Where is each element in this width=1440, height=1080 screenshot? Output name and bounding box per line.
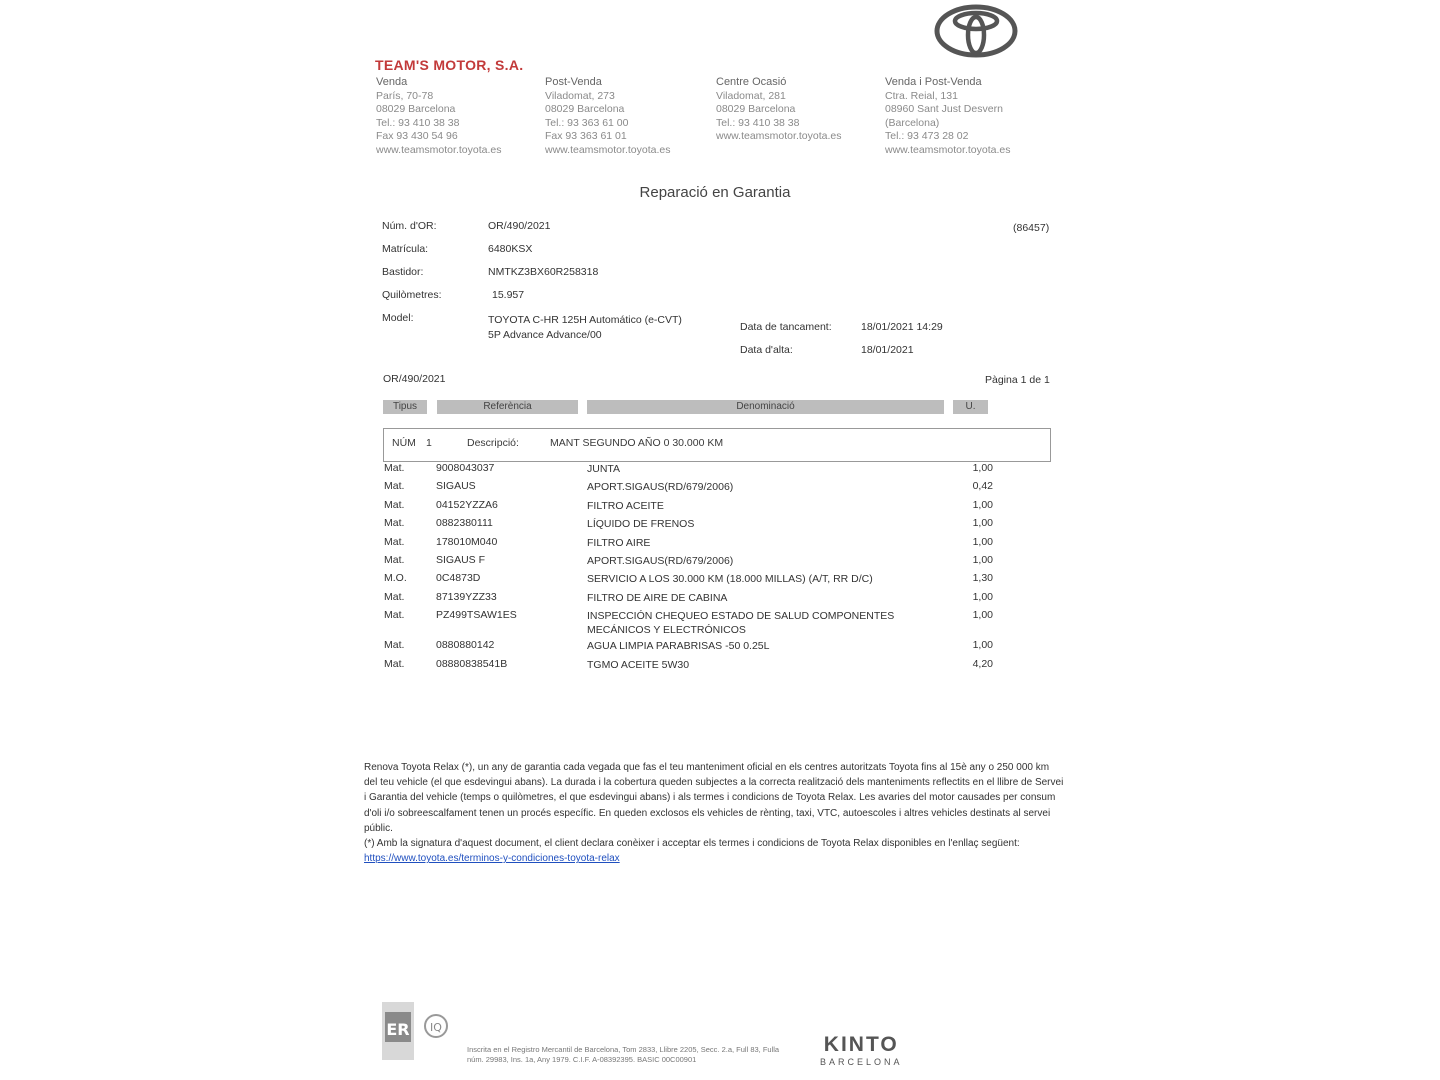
branch-post-venda xyxy=(545,76,670,158)
field-value: 6480KSX xyxy=(488,243,533,255)
cell-u: 1,00 xyxy=(972,535,993,548)
table-row xyxy=(383,499,1053,517)
field-value: TOYOTA C-HR 125H Automático (e-CVT) 5P Advance Advance/00 xyxy=(488,314,682,341)
kinto-wordmark: KINTO xyxy=(823,1033,899,1056)
cell-ref: 0C4873D xyxy=(436,572,481,585)
branch-line: Tel.: 93 410 38 38 xyxy=(716,116,800,129)
cell-type: Mat. xyxy=(384,535,405,548)
field-label: Model: xyxy=(382,312,414,324)
cell-u: 1,00 xyxy=(972,553,993,566)
cell-ref: 08880838541B xyxy=(436,657,508,670)
table-row xyxy=(383,554,1053,572)
cell-ref: 178010M040 xyxy=(436,535,498,548)
cell-den: INSPECCIÓN CHEQUEO ESTADO DE SALUD COMPONENTES MECÁNICOS Y ELECTRÓNICOS xyxy=(587,610,895,637)
or-number: OR/490/2021 xyxy=(383,373,446,385)
desc-value: MANT SEGUNDO AÑO 0 30.000 KM xyxy=(550,437,724,449)
branch-line: www.teamsmotor.toyota.es xyxy=(545,143,671,156)
branch-line: 08960 Sant Just Desvern xyxy=(885,103,1003,116)
certification-er-icon xyxy=(382,1002,414,1060)
branch-line: Viladomat, 273 xyxy=(545,89,615,102)
field-label: Bastidor: xyxy=(382,266,424,278)
cell-type: M.O. xyxy=(384,572,407,585)
cell-ref: SIGAUS F xyxy=(436,553,486,566)
table-row xyxy=(383,639,1053,657)
num-description-box xyxy=(383,428,1051,462)
company-name: TEAM'S MOTOR, S.A. xyxy=(375,57,524,73)
table-row xyxy=(383,517,1053,535)
branch-line: 08029 Barcelona xyxy=(376,103,456,116)
cell-type: Mat. xyxy=(384,480,405,493)
branch-venda-post-venda xyxy=(885,76,1010,158)
cell-u: 1,00 xyxy=(972,517,993,530)
cell-type: Mat. xyxy=(384,590,405,603)
branch-line: Tel.: 93 410 38 38 xyxy=(376,116,460,129)
field-label: Quilòmetres: xyxy=(382,289,442,301)
cell-ref: 9008043037 xyxy=(436,462,495,474)
toyota-logo xyxy=(934,4,1018,58)
num-value: 1 xyxy=(426,437,432,449)
registry-text: Inscrita en el Registro Mercantil de Barcelona, Tom 2833, Llibre 2205, Secc. 2.a, Full 83, Fulla núm. 29983, Ins. 1a, Any 1979. C.I.F. A-08392395. BASIC 00C00901 xyxy=(467,1045,780,1064)
branch-line: Ctra. Reial, 131 xyxy=(885,89,958,102)
certification-iq-icon xyxy=(421,1004,451,1058)
branch-line: 08029 Barcelona xyxy=(545,103,625,116)
num-label: NÚM xyxy=(392,437,416,449)
cell-ref: PZ499TSAW1ES xyxy=(436,609,517,622)
field-value: OR/490/2021 xyxy=(488,220,551,232)
cell-den: AGUA LIMPIA PARABRISAS -50 0.25L xyxy=(587,640,770,653)
page-label: Pàgina 1 de 1 xyxy=(985,374,1050,386)
reg-date-label: Data d'alta: xyxy=(740,344,793,356)
terms-paragraph: Renova Toyota Relax (*), un any de garantia cada vegada que fas el teu manteniment oficial en els centres autoritzats Toyota fins al 15è any o 250 000 km del teu vehicle (el que esdevingui abans). La durada i la cobertura queden subjectes a la correcta realització dels manteniments reflectits en el llibre de Servei i Garantia del vehicle (temps o quilòmetres, el que esdevingui abans) i als termes i condicions de Toyota Relax. Les avaries del motor causades per consum d'oli i/o sobreescalfament tenen un procés específic. En queden exclosos els vehicles de rènting, taxi, VTC, autoescoles i altres vehicles destinats al servei públic. xyxy=(364,762,1064,834)
cell-ref: SIGAUS xyxy=(436,480,476,493)
header-denominacio: Denominació xyxy=(587,400,944,414)
branch-line: www.teamsmotor.toyota.es xyxy=(376,143,502,156)
cell-type: Mat. xyxy=(384,498,405,511)
branch-venda xyxy=(376,76,501,158)
field-value: 15.957 xyxy=(492,289,525,301)
cell-u: 1,00 xyxy=(972,609,993,622)
field-label: Núm. d'OR: xyxy=(382,220,437,232)
reg-date: 18/01/2021 xyxy=(861,344,914,356)
field-value: NMTKZ3BX60R258318 xyxy=(488,266,599,278)
cell-den: TGMO ACEITE 5W30 xyxy=(587,658,690,671)
branch-title: Centre Ocasió xyxy=(716,76,787,88)
cell-den: JUNTA xyxy=(587,463,621,475)
cell-ref: 0880880142 xyxy=(436,639,495,652)
cell-u: 0,42 xyxy=(972,480,993,493)
branch-line: Tel.: 93 363 61 00 xyxy=(545,116,629,129)
cell-ref: 04152YZZA6 xyxy=(436,498,498,511)
terms-text xyxy=(364,760,1064,866)
cell-u: 1,00 xyxy=(972,498,993,511)
table-row xyxy=(383,572,1053,590)
branch-line: París, 70-78 xyxy=(376,89,434,102)
branch-line: Tel.: 93 473 28 02 xyxy=(885,130,969,143)
table-row xyxy=(383,480,1053,498)
branch-line: www.teamsmotor.toyota.es xyxy=(885,143,1011,156)
cell-u: 1,30 xyxy=(972,572,993,585)
document-title: Reparació en Garantia xyxy=(639,184,791,201)
table-row xyxy=(383,462,1053,480)
cell-den: LÍQUIDO DE FRENOS xyxy=(587,518,695,531)
table-row xyxy=(383,536,1053,554)
branch-centre-ocasio xyxy=(716,76,841,144)
cell-type: Mat. xyxy=(384,462,405,474)
cell-u: 1,00 xyxy=(972,639,993,652)
branch-title: Post-Venda xyxy=(545,76,602,88)
kinto-subtitle: BARCELONA xyxy=(820,1057,903,1067)
branch-line: Viladomat, 281 xyxy=(716,89,786,102)
cell-type: Mat. xyxy=(384,609,405,622)
table-row xyxy=(383,591,1053,609)
branch-line: (Barcelona) xyxy=(885,116,940,129)
cell-den: FILTRO AIRE xyxy=(587,536,651,549)
branch-line: Fax 93 363 61 01 xyxy=(545,130,627,143)
items-table xyxy=(383,462,1053,676)
branch-title: Venda xyxy=(376,76,408,88)
cell-ref: 0882380111 xyxy=(436,517,493,530)
field-label: Matrícula: xyxy=(382,243,429,255)
cell-type: Mat. xyxy=(384,553,405,566)
terms-link[interactable]: https://www.toyota.es/terminos-y-condiciones-toyota-relax xyxy=(364,853,620,865)
cell-type: Mat. xyxy=(384,639,405,652)
svg-text:IQ: IQ xyxy=(430,1021,442,1034)
branch-line: 08029 Barcelona xyxy=(716,103,796,116)
close-date-label: Data de tancament: xyxy=(740,321,832,333)
header-referencia: Referència xyxy=(437,400,578,414)
terms-note: (*) Amb la signatura d'aquest document, el client declara conèixer i acceptar els termes i condicions de Toyota Relax disponibles en l'enllaç següent: xyxy=(364,838,1020,850)
cell-type: Mat. xyxy=(384,657,405,670)
cell-ref: 87139YZZ33 xyxy=(436,590,497,603)
cell-den: SERVICIO A LOS 30.000 KM (18.000 MILLAS) (A/T, RR D/C) xyxy=(587,573,873,586)
cell-u: 4,20 xyxy=(972,657,993,670)
cell-type: Mat. xyxy=(384,517,405,530)
kinto-logo xyxy=(820,1033,903,1067)
svg-text:ER: ER xyxy=(386,1020,410,1039)
close-date: 18/01/2021 14:29 xyxy=(861,321,943,333)
table-row xyxy=(383,609,1053,639)
cell-den: FILTRO DE AIRE DE CABINA xyxy=(587,591,728,604)
header-tipus: Tipus xyxy=(383,400,427,414)
ref-code: (86457) xyxy=(1013,222,1050,234)
cell-den: APORT.SIGAUS(RD/679/2006) xyxy=(587,554,734,567)
table-row xyxy=(383,658,1053,676)
cell-den: APORT.SIGAUS(RD/679/2006) xyxy=(587,481,734,494)
cell-den: FILTRO ACEITE xyxy=(587,499,664,512)
branch-title: Venda i Post-Venda xyxy=(885,76,982,88)
header-u: U. xyxy=(953,400,988,414)
branch-line: www.teamsmotor.toyota.es xyxy=(716,130,842,143)
cell-u: 1,00 xyxy=(972,462,993,474)
desc-label: Descripció: xyxy=(467,437,519,449)
cell-u: 1,00 xyxy=(972,590,993,603)
branch-line: Fax 93 430 54 96 xyxy=(376,130,458,143)
